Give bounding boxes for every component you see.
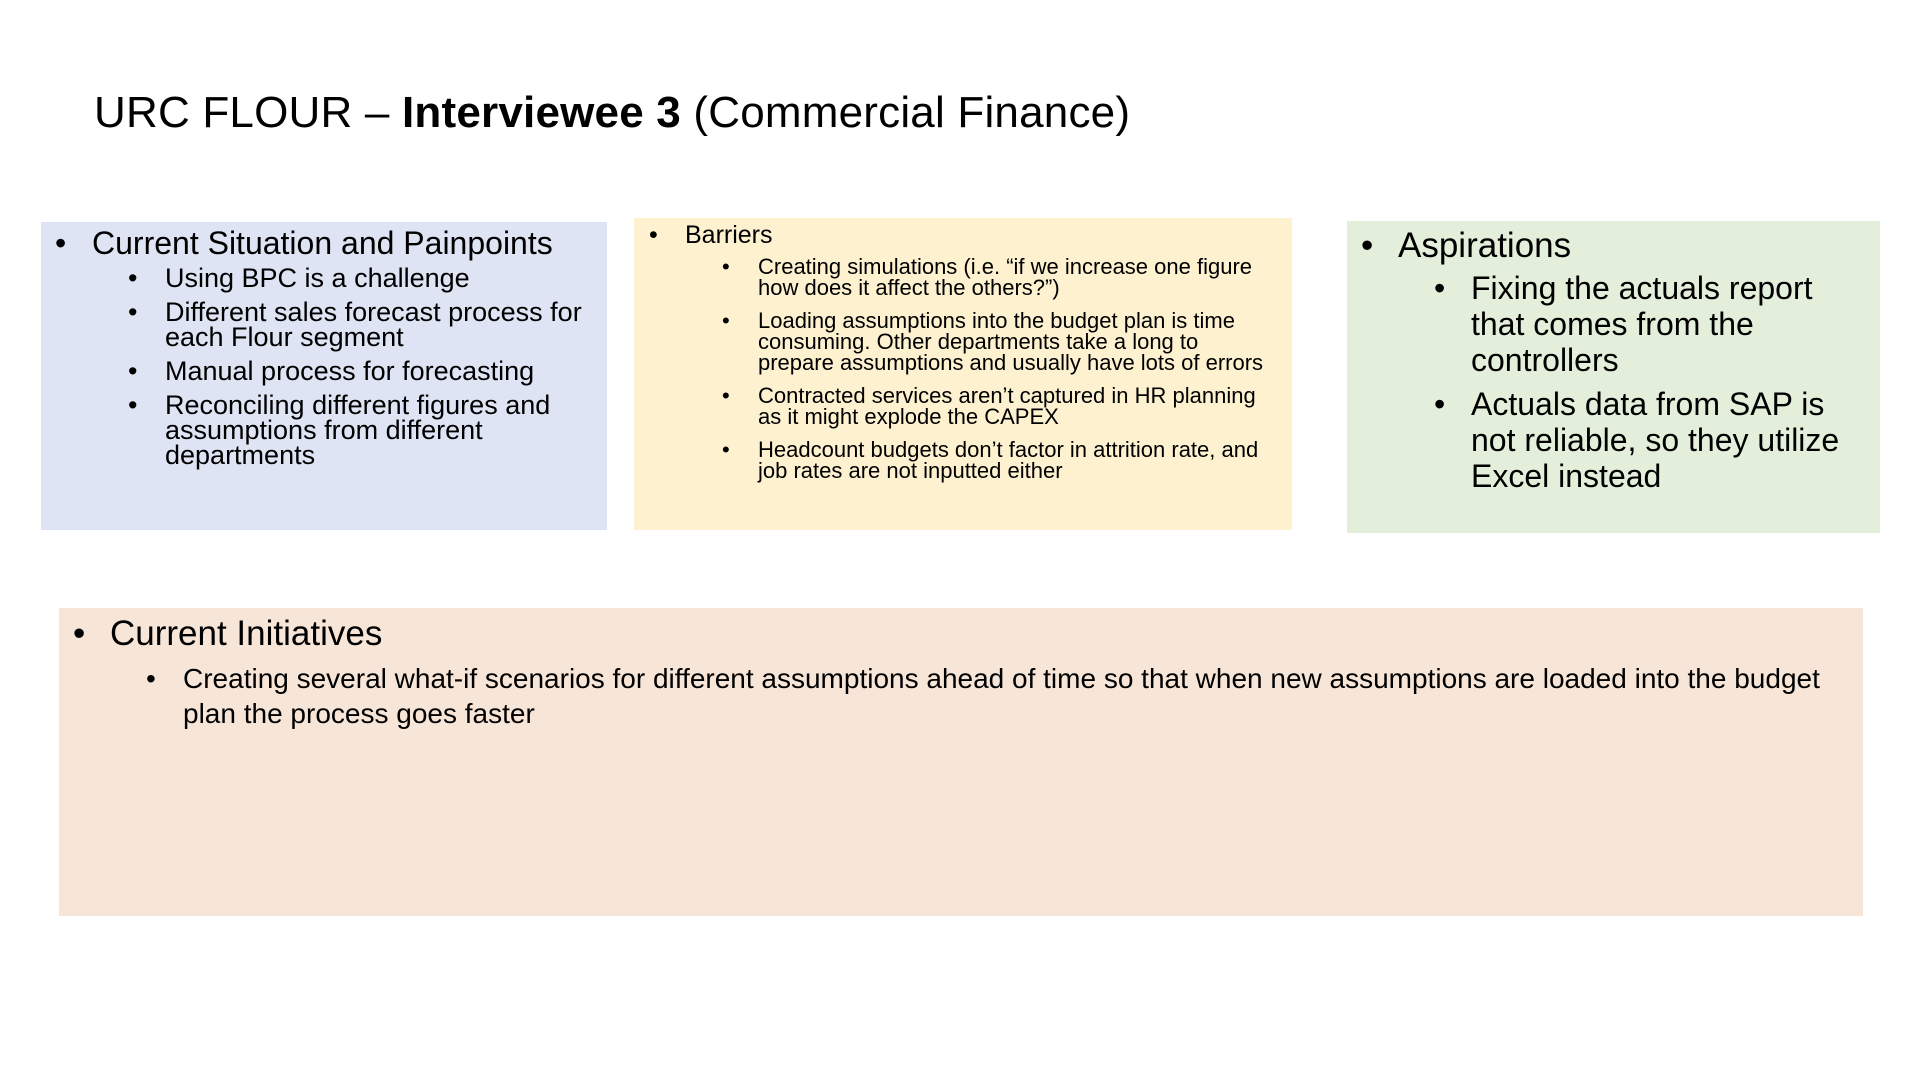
initiatives-heading: Current Initiatives [110,614,383,653]
barriers-items [685,256,1292,481]
painpoint-item: • Different sales forecast process for each Flour segment [165,300,607,350]
slide-title [94,88,1130,138]
aspirations-list [1347,223,1880,494]
initiatives-box [59,608,1863,916]
painpoint-item: • Using BPC is a challenge [165,266,607,291]
initiatives-section [110,610,1863,731]
barriers-list [634,220,1292,481]
painpoints-heading: Current Situation and Painpoints [92,225,553,261]
painpoints-list [41,224,607,468]
painpoint-item: • Manual process for forecasting [165,359,607,384]
initiatives-items [110,661,1863,731]
barriers-box [634,218,1292,530]
initiatives-list [59,610,1863,731]
title-prefix: URC FLOUR – [94,88,402,137]
barrier-item: • Contracted services aren’t captured in HR planning as it might explode the CAPEX [758,385,1280,427]
painpoints-section [92,224,607,468]
barrier-item: • Headcount budgets don’t factor in attrition rate, and job rates are not inputted either [758,439,1280,481]
aspiration-item: • Actuals data from SAP is not reliable, so they utilize Excel instead [1471,386,1872,494]
initiative-item: • Creating several what-if scenarios for different assumptions ahead of time so that when new assumptions are loaded into the budget plan the process goes faster [183,661,1843,731]
barriers-section [685,220,1292,481]
painpoints-items [92,263,607,470]
title-interviewee: Interviewee 3 [402,88,681,137]
barrier-item: • Creating simulations (i.e. “if we increase one figure how does it affect the others?”) [758,256,1280,298]
painpoint-item: • Reconciling different figures and assumptions from different departments [165,393,607,468]
aspirations-items [1398,270,1880,494]
aspirations-box [1347,221,1880,533]
aspirations-heading: Aspirations [1398,226,1572,265]
aspirations-section [1398,223,1880,494]
barriers-heading: Barriers [685,221,773,249]
title-department: (Commercial Finance) [680,88,1131,137]
painpoints-box [41,222,607,530]
aspiration-item: • Fixing the actuals report that comes from the controllers [1471,270,1872,378]
barrier-item: • Loading assumptions into the budget plan is time consuming. Other departments take a long to prepare assumptions and usually have lots of errors [758,310,1280,373]
